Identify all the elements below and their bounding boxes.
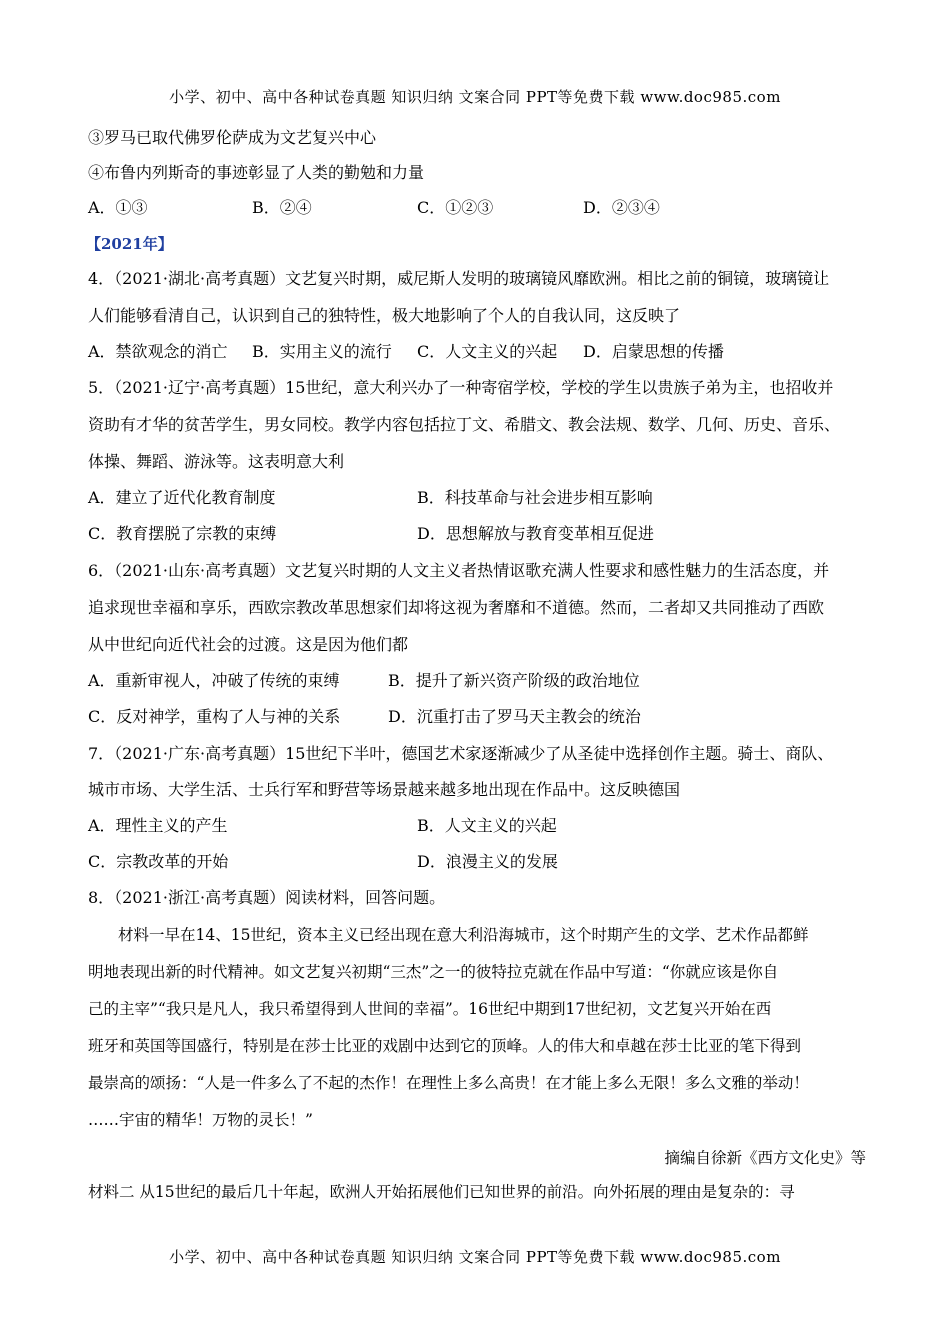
page-header: 小学、初中、高中各种试卷真题 知识归纳 文案合同 PPT等免费下载 www.doc985.com xyxy=(169,88,781,106)
q3-option-b: B．②④ xyxy=(252,198,312,217)
q7-option-a: A．理性主义的产生 xyxy=(88,816,228,835)
q8-stem-line: 8．（2021·浙江·高考真题）阅读材料，回答问题。 xyxy=(88,888,446,907)
material-one-line: 材料一早在14、15世纪，资本主义已经出现在意大利沿海城市，这个时期产生的文学、艺术作品都鲜 xyxy=(118,926,809,944)
q6-option-c: C．反对神学，重构了人与神的关系 xyxy=(88,707,341,726)
q4-stem-line: 人们能够看清自己，认识到自己的独特性，极大地影响了个人的自我认同，这反映了 xyxy=(88,306,681,325)
q5-stem-line: 5．（2021·辽宁·高考真题）15世纪，意大利兴办了一种寄宿学校，学校的学生以贵族子弟为主，也招收并 xyxy=(88,378,834,397)
year-heading: 【2021年】 xyxy=(86,235,173,253)
q6-option-a: A．重新审视人，冲破了传统的束缚 xyxy=(88,671,340,690)
q6-stem-line: 追求现世幸福和享乐，西欧宗教改革思想家们却将这视为奢靡和不道德。然而，二者却又共同推动了西欧 xyxy=(88,598,825,617)
material-two-line: 材料二 从15世纪的最后几十年起，欧洲人开始拓展他们已知世界的前沿。向外拓展的理由是复杂的：寻 xyxy=(88,1183,795,1201)
material-one-line: 明地表现出新的时代精神。如文艺复兴初期“三杰”之一的彼特拉克就在作品中写道：“你就应该是你自 xyxy=(88,963,779,981)
q5-option-b: B．科技革命与社会进步相互影响 xyxy=(417,488,653,507)
material-one-line: 己的主宰”“我只是凡人，我只希望得到人世间的幸福”。16世纪中期到17世纪初，文艺复兴开始在西 xyxy=(88,1000,772,1018)
q4-stem-line: 4．（2021·湖北·高考真题）文艺复兴时期，威尼斯人发明的玻璃镜风靡欧洲。相比之前的铜镜，玻璃镜让 xyxy=(88,269,830,288)
material-source: 摘编自徐新《西方文化史》等 xyxy=(664,1149,866,1167)
q3-option-a: A．①③ xyxy=(88,198,148,217)
q4-option-a: A．禁欲观念的消亡 xyxy=(88,342,228,361)
q3-option-c: C．①②③ xyxy=(417,198,494,217)
page-footer: 小学、初中、高中各种试卷真题 知识归纳 文案合同 PPT等免费下载 www.doc985.com xyxy=(169,1248,781,1266)
q3-option-d: D．②③④ xyxy=(583,198,660,217)
q5-option-a: A．建立了近代化教育制度 xyxy=(88,488,276,507)
q6-stem-line: 6．（2021·山东·高考真题）文艺复兴时期的人文主义者热情讴歌充满人性要求和感性魅力的生活态度，并 xyxy=(88,561,830,580)
q7-stem-line: 城市市场、大学生活、士兵行军和野营等场景越来越多地出现在作品中。这反映德国 xyxy=(88,780,681,799)
q4-option-d: D．启蒙思想的传播 xyxy=(583,342,724,361)
material-one-line: 最崇高的颂扬：“人是一件多么了不起的杰作！在理性上多么高贵！在才能上多么无限！多么文雅的举动！ xyxy=(88,1074,809,1092)
q6-stem-line: 从中世纪向近代社会的过渡。这是因为他们都 xyxy=(88,635,409,654)
q5-option-d: D．思想解放与教育变革相互促进 xyxy=(417,524,654,543)
q5-stem-line: 资助有才华的贫苦学生，男女同校。教学内容包括拉丁文、希腊文、教会法规、数学、几何、历史、音乐、 xyxy=(88,415,841,434)
q6-option-b: B．提升了新兴资产阶级的政治地位 xyxy=(388,671,640,690)
q4-option-c: C．人文主义的兴起 xyxy=(417,342,558,361)
q3-item-3: ③罗马已取代佛罗伦萨成为文艺复兴中心 xyxy=(88,128,377,147)
material-one-line: 班牙和英国等国盛行，特别是在莎士比亚的戏剧中达到它的顶峰。人的伟大和卓越在莎士比亚的笔下得到 xyxy=(88,1037,802,1055)
q6-option-d: D．沉重打击了罗马天主教会的统治 xyxy=(388,707,641,726)
q7-stem-line: 7．（2021·广东·高考真题）15世纪下半叶，德国艺术家逐渐减少了从圣徒中选择创作主题。骑士、商队、 xyxy=(88,744,834,763)
q7-option-c: C．宗教改革的开始 xyxy=(88,852,229,871)
q5-option-c: C．教育摆脱了宗教的束缚 xyxy=(88,524,277,543)
material-one-line: ……宇宙的精华！万物的灵长！” xyxy=(88,1111,313,1129)
q4-option-b: B．实用主义的流行 xyxy=(252,342,392,361)
q7-option-d: D．浪漫主义的发展 xyxy=(417,852,558,871)
q5-stem-line: 体操、舞蹈、游泳等。这表明意大利 xyxy=(88,452,345,471)
q3-item-4: ④布鲁内列斯奇的事迹彰显了人类的勤勉和力量 xyxy=(88,163,425,182)
q7-option-b: B．人文主义的兴起 xyxy=(417,816,557,835)
